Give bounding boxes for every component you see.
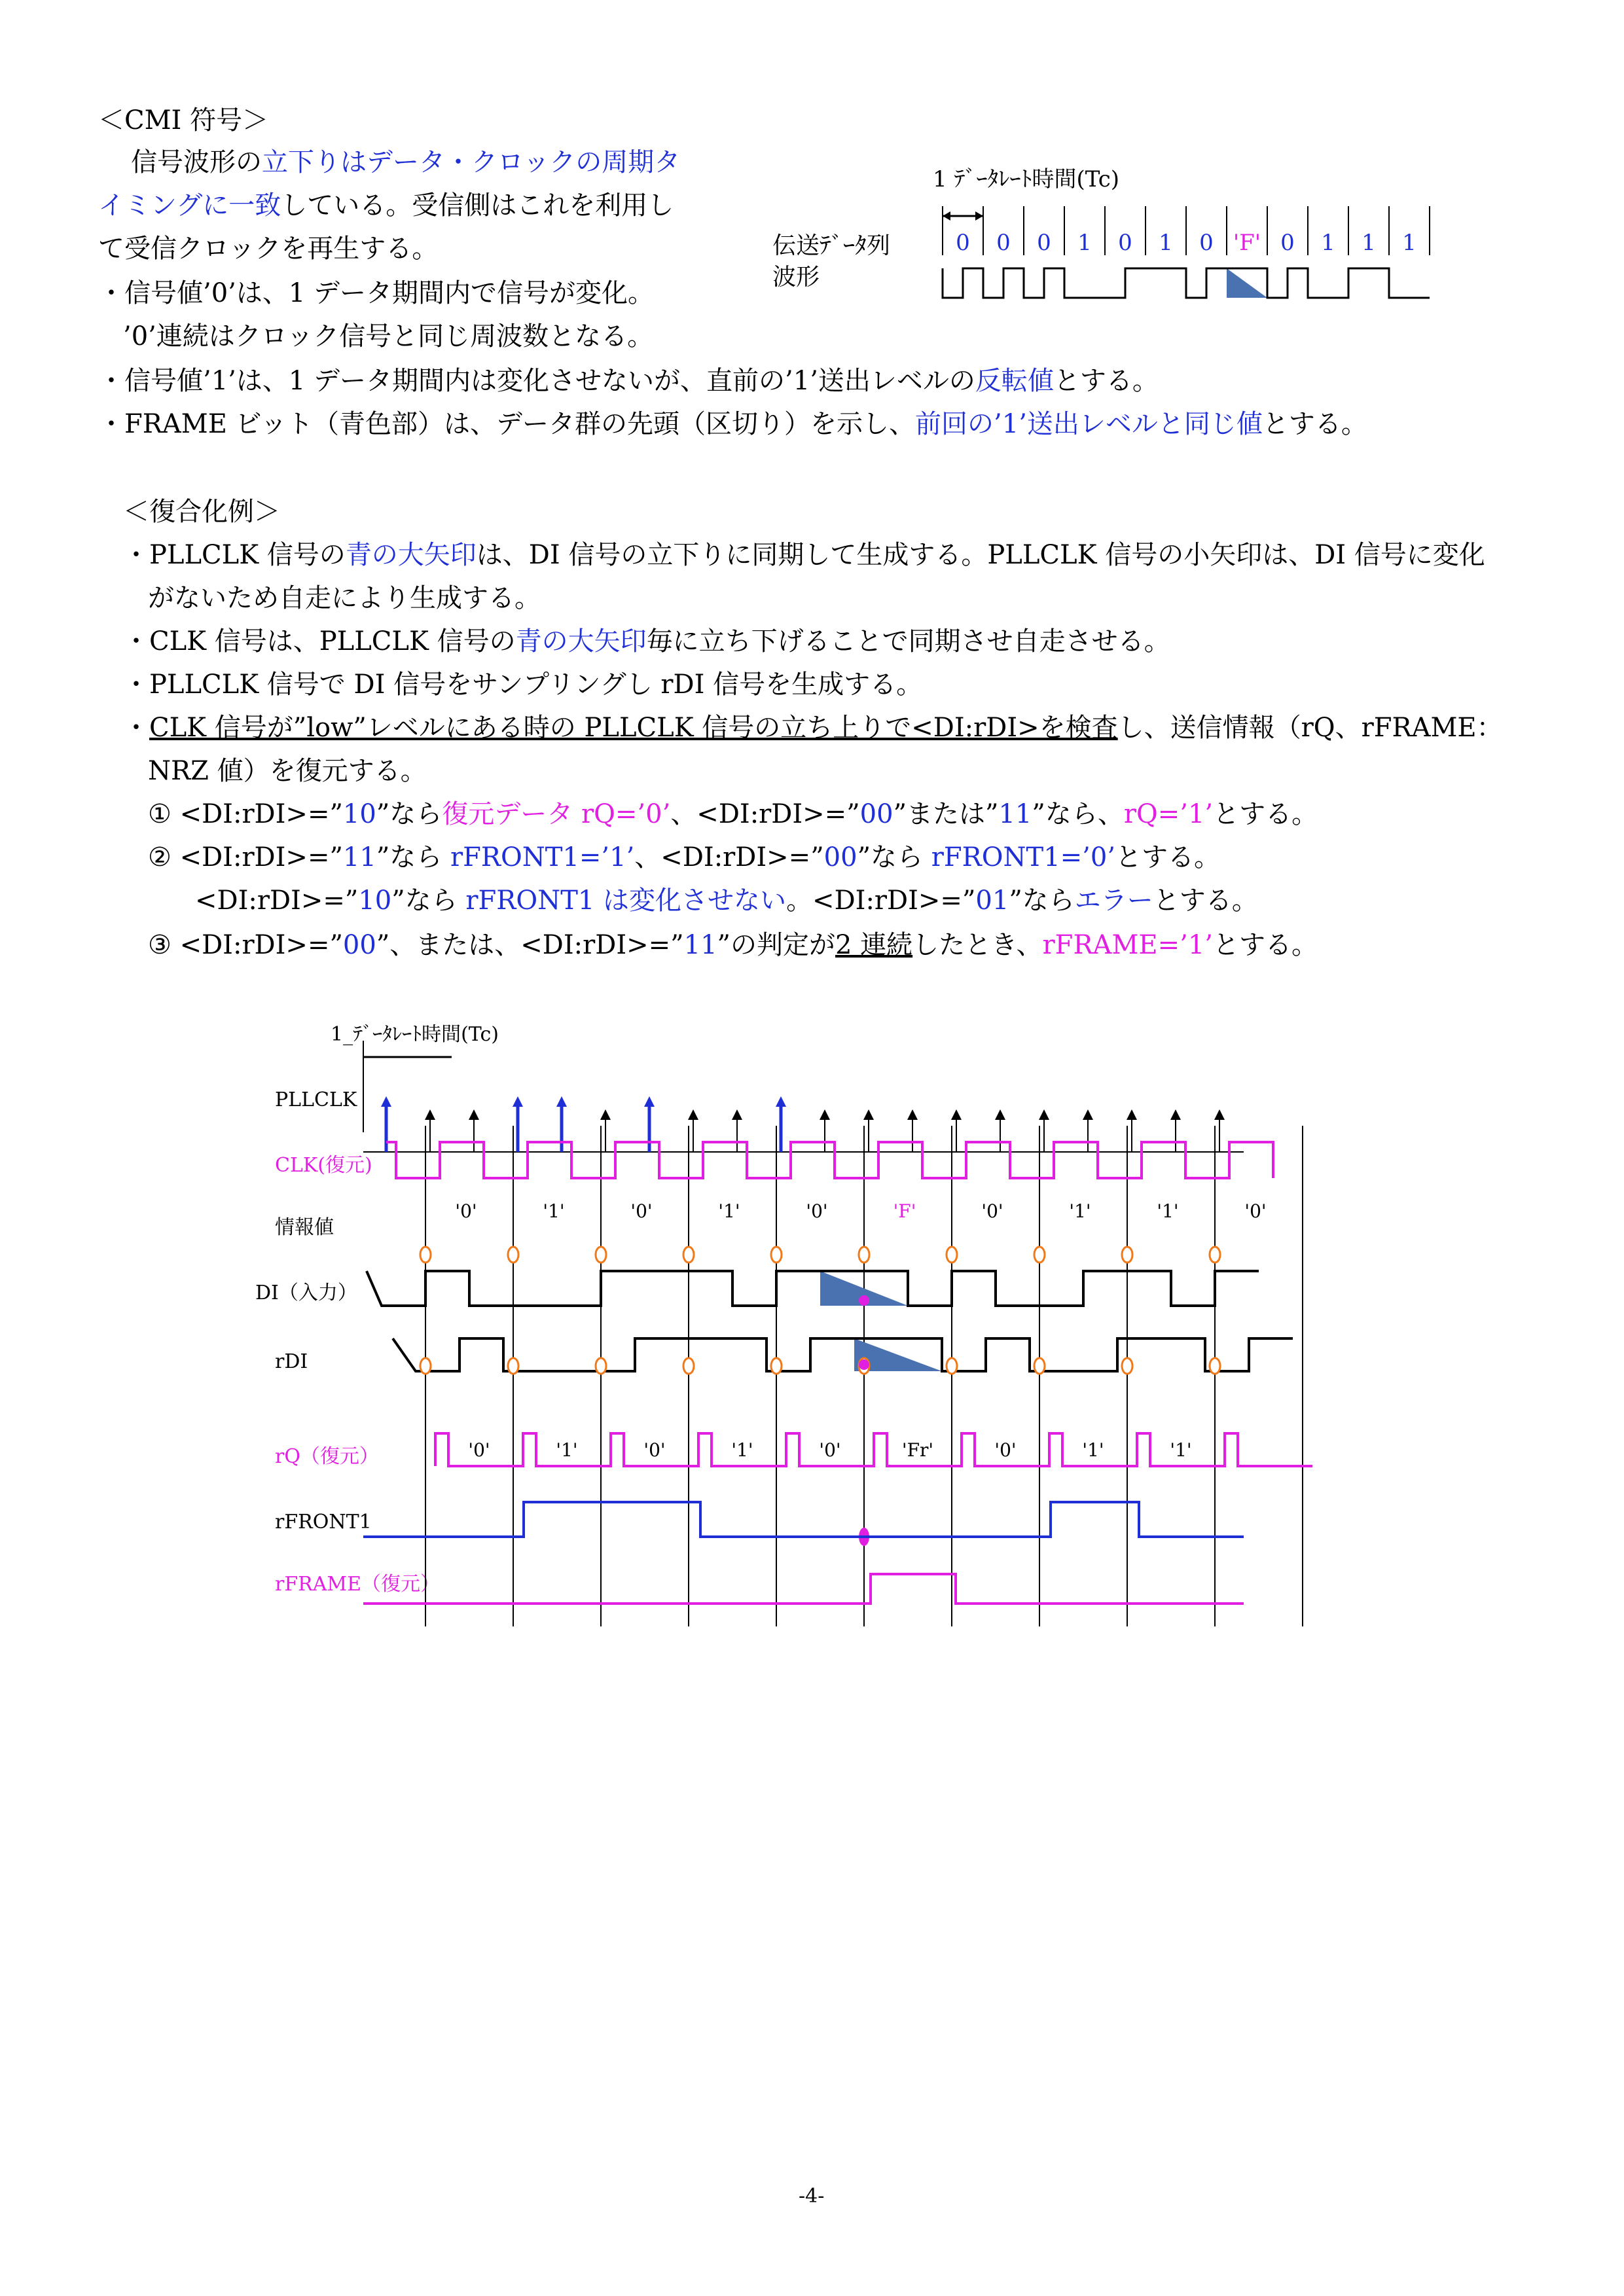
label-rdi: rDI bbox=[275, 1350, 308, 1373]
decode-heading: ＜復合化例＞ bbox=[123, 497, 280, 527]
decode-line-1: ・PLLCLK 信号の青の大矢印は、DI 信号の立下りに同期して生成する。PLLCLK 信号の小矢印は、DI 信号に変化 bbox=[123, 540, 1485, 570]
rdi-sample-marker bbox=[1122, 1358, 1132, 1374]
label-di: DI（入力） bbox=[255, 1282, 357, 1304]
di-sample-marker bbox=[1210, 1247, 1220, 1263]
pllclk-arrowhead bbox=[995, 1109, 1005, 1120]
rdi-sample-marker bbox=[596, 1358, 606, 1374]
rule-3: ③ <DI:rDI>=”00”、または、<DI:rDI>=”11”の判定が2 連続したとき、rFRAME=’1’とする。 bbox=[148, 930, 1318, 960]
page-number: -4- bbox=[799, 2185, 825, 2208]
rq-value: '0' bbox=[994, 1439, 1017, 1461]
bit-label: 1 bbox=[1321, 230, 1335, 256]
pllclk-arrowhead bbox=[600, 1109, 611, 1120]
rule-2: ② <DI:rDI>=”11”なら rFRONT1=’1’、<DI:rDI>=”00”なら rFRONT1=’0’とする。 bbox=[148, 842, 1221, 872]
rdi-sample-marker bbox=[683, 1358, 694, 1374]
pllclk-arrowhead bbox=[1127, 1109, 1137, 1120]
rdi-sample-marker bbox=[1210, 1358, 1220, 1374]
di-sample-marker bbox=[771, 1247, 782, 1263]
pllclk-arrowhead bbox=[469, 1109, 479, 1120]
bit-label: 0 bbox=[956, 230, 970, 256]
rdi-frame-marker bbox=[859, 1359, 869, 1370]
pllclk-arrowhead bbox=[1083, 1109, 1093, 1120]
pllclk-arrowhead bbox=[688, 1109, 698, 1120]
di-sample-marker bbox=[947, 1247, 957, 1263]
bit-label: 1 bbox=[1159, 230, 1173, 256]
label-pllclk: PLLCLK bbox=[275, 1088, 357, 1111]
pllclk-arrowhead bbox=[556, 1096, 567, 1107]
cmi-waveform bbox=[943, 268, 1430, 298]
rq-value: '0' bbox=[468, 1439, 490, 1461]
info-value: '0' bbox=[455, 1200, 477, 1222]
rq-value: '1' bbox=[1082, 1439, 1104, 1461]
rdi-waveform bbox=[393, 1338, 1293, 1371]
bit-label: 1 bbox=[1362, 230, 1376, 256]
decode-line-2: ・CLK 信号は、PLLCLK 信号の青の大矢印毎に立ち下げることで同期させ自走させる。 bbox=[123, 626, 1170, 656]
pllclk-arrowhead bbox=[513, 1096, 523, 1107]
cmi-para-line3: て受信クロックを再生する。 bbox=[98, 234, 439, 264]
decode-line-4-cont: NRZ 値）を復元する。 bbox=[148, 756, 427, 786]
di-sample-marker bbox=[1034, 1247, 1045, 1263]
pllclk-arrowhead bbox=[951, 1109, 962, 1120]
di-sample-marker bbox=[1122, 1247, 1132, 1263]
rdi-sample-marker bbox=[771, 1358, 782, 1374]
pllclk-arrowhead bbox=[1039, 1109, 1049, 1120]
pllclk-arrowhead bbox=[732, 1109, 742, 1120]
cmi-row-label-2: 波形 bbox=[772, 264, 820, 291]
pllclk-arrowhead bbox=[776, 1096, 786, 1107]
pllclk-arrowhead bbox=[1214, 1109, 1225, 1120]
info-value: '1' bbox=[1157, 1200, 1179, 1222]
di-sample-marker bbox=[420, 1247, 431, 1263]
bit-label: 1 bbox=[1077, 230, 1092, 256]
rdi-sample-marker bbox=[1034, 1358, 1045, 1374]
rq-value: 'Fr' bbox=[901, 1439, 934, 1461]
bit-label: 0 bbox=[1037, 230, 1051, 256]
bit-label: 1 bbox=[1402, 230, 1416, 256]
cmi-bullet-0-cont: ’0’連続はクロック信号と同じ周波数となる。 bbox=[123, 321, 654, 351]
rule-1: ① <DI:rDI>=”10”なら復元データ rQ=’0’、<DI:rDI>=”00”または”11”なら、rQ=’1’とする。 bbox=[148, 799, 1318, 829]
info-value: '1' bbox=[543, 1200, 565, 1222]
frame-fill bbox=[1227, 268, 1267, 298]
pllclk-arrowhead bbox=[1170, 1109, 1181, 1120]
info-value: '1' bbox=[718, 1200, 740, 1222]
label-clk: CLK(復元) bbox=[275, 1154, 372, 1177]
info-value: '0' bbox=[981, 1200, 1003, 1222]
timing-period-label: 1_ﾃﾞｰﾀﾚｰﾄ時間(Tc) bbox=[331, 1023, 499, 1046]
pllclk-arrowhead bbox=[907, 1109, 918, 1120]
rq-value: '1' bbox=[731, 1439, 753, 1461]
cmi-bullet-0: ・信号値’0’は、1 データ期間内で信号が変化。 bbox=[98, 278, 655, 308]
rule-2-cont: <DI:rDI>=”10”なら rFRONT1 は変化させない。<DI:rDI>=”01”ならエラーとする。 bbox=[195, 886, 1258, 916]
decode-line-1-cont: がないため自走により生成する。 bbox=[148, 583, 541, 613]
rq-value: '1' bbox=[556, 1439, 578, 1461]
info-value: '0' bbox=[630, 1200, 653, 1222]
cmi-bullet-frame: ・FRAME ビット（青色部）は、データ群の先頭（区切り）を示し、前回の’1’送出レベルと同じ値とする。 bbox=[98, 409, 1367, 439]
di-sample-marker bbox=[508, 1247, 518, 1263]
rq-value: '0' bbox=[819, 1439, 841, 1461]
info-value: 'F' bbox=[893, 1200, 916, 1222]
pllclk-arrowhead bbox=[863, 1109, 874, 1120]
di-frame-marker bbox=[859, 1295, 869, 1306]
rdi-sample-marker bbox=[420, 1358, 431, 1374]
pllclk-arrowhead bbox=[381, 1096, 391, 1107]
bit-label: 'F' bbox=[1233, 230, 1261, 256]
rframe-waveform bbox=[363, 1574, 1244, 1604]
label-info: 情報値 bbox=[275, 1216, 334, 1239]
cmi-para-line1: 信号波形の立下りはデータ・クロックの周期タ bbox=[131, 147, 681, 177]
decode-line-4: ・CLK 信号が”low”レベルにある時の PLLCLK 信号の立ち上りで<DI:rDI>を検査し、送信情報（rQ、rFRAME： bbox=[123, 713, 1503, 743]
rq-value: '0' bbox=[643, 1439, 666, 1461]
rdi-sample-marker bbox=[947, 1358, 957, 1374]
cmi-row-label-1: 伝送ﾃﾞｰﾀ列 bbox=[772, 232, 891, 259]
info-value: '0' bbox=[806, 1200, 828, 1222]
rdi-sample-marker bbox=[508, 1358, 518, 1374]
bit-label: 0 bbox=[1199, 230, 1214, 256]
rfront1-waveform bbox=[363, 1502, 1244, 1537]
bit-label: 0 bbox=[996, 230, 1011, 256]
cmi-waveform-figure bbox=[929, 190, 1492, 314]
cmi-heading: ＜CMI 符号＞ bbox=[98, 105, 269, 135]
pllclk-arrowhead bbox=[644, 1096, 655, 1107]
di-waveform bbox=[367, 1271, 1259, 1306]
label-rfront1: rFRONT1 bbox=[275, 1511, 372, 1534]
bit-label: 0 bbox=[1280, 230, 1295, 256]
pllclk-arrowhead bbox=[425, 1109, 435, 1120]
info-value: '0' bbox=[1244, 1200, 1267, 1222]
pllclk-arrowhead bbox=[820, 1109, 830, 1120]
rq-value: '1' bbox=[1170, 1439, 1192, 1461]
cmi-para-line2: イミングに一致している。受信側はこれを利用し bbox=[98, 190, 674, 221]
di-sample-marker bbox=[596, 1247, 606, 1263]
label-rframe: rFRAME（復元） bbox=[275, 1573, 441, 1596]
cmi-period-label: 1 ﾃﾞｰﾀﾚｰﾄ時間(Tc) bbox=[933, 166, 1120, 192]
di-sample-marker bbox=[683, 1247, 694, 1263]
cmi-bullet-1: ・信号値’1’は、1 データ期間内は変化させないが、直前の’1’送出レベルの反転値とする。 bbox=[98, 366, 1159, 396]
di-sample-marker bbox=[859, 1247, 869, 1263]
decode-line-3: ・PLLCLK 信号で DI 信号をサンプリングし rDI 信号を生成する。 bbox=[123, 670, 923, 700]
label-rq: rQ（復元） bbox=[275, 1445, 379, 1468]
timing-diagram bbox=[0, 1014, 1624, 1636]
bit-label: 0 bbox=[1118, 230, 1132, 256]
info-value: '1' bbox=[1069, 1200, 1091, 1222]
